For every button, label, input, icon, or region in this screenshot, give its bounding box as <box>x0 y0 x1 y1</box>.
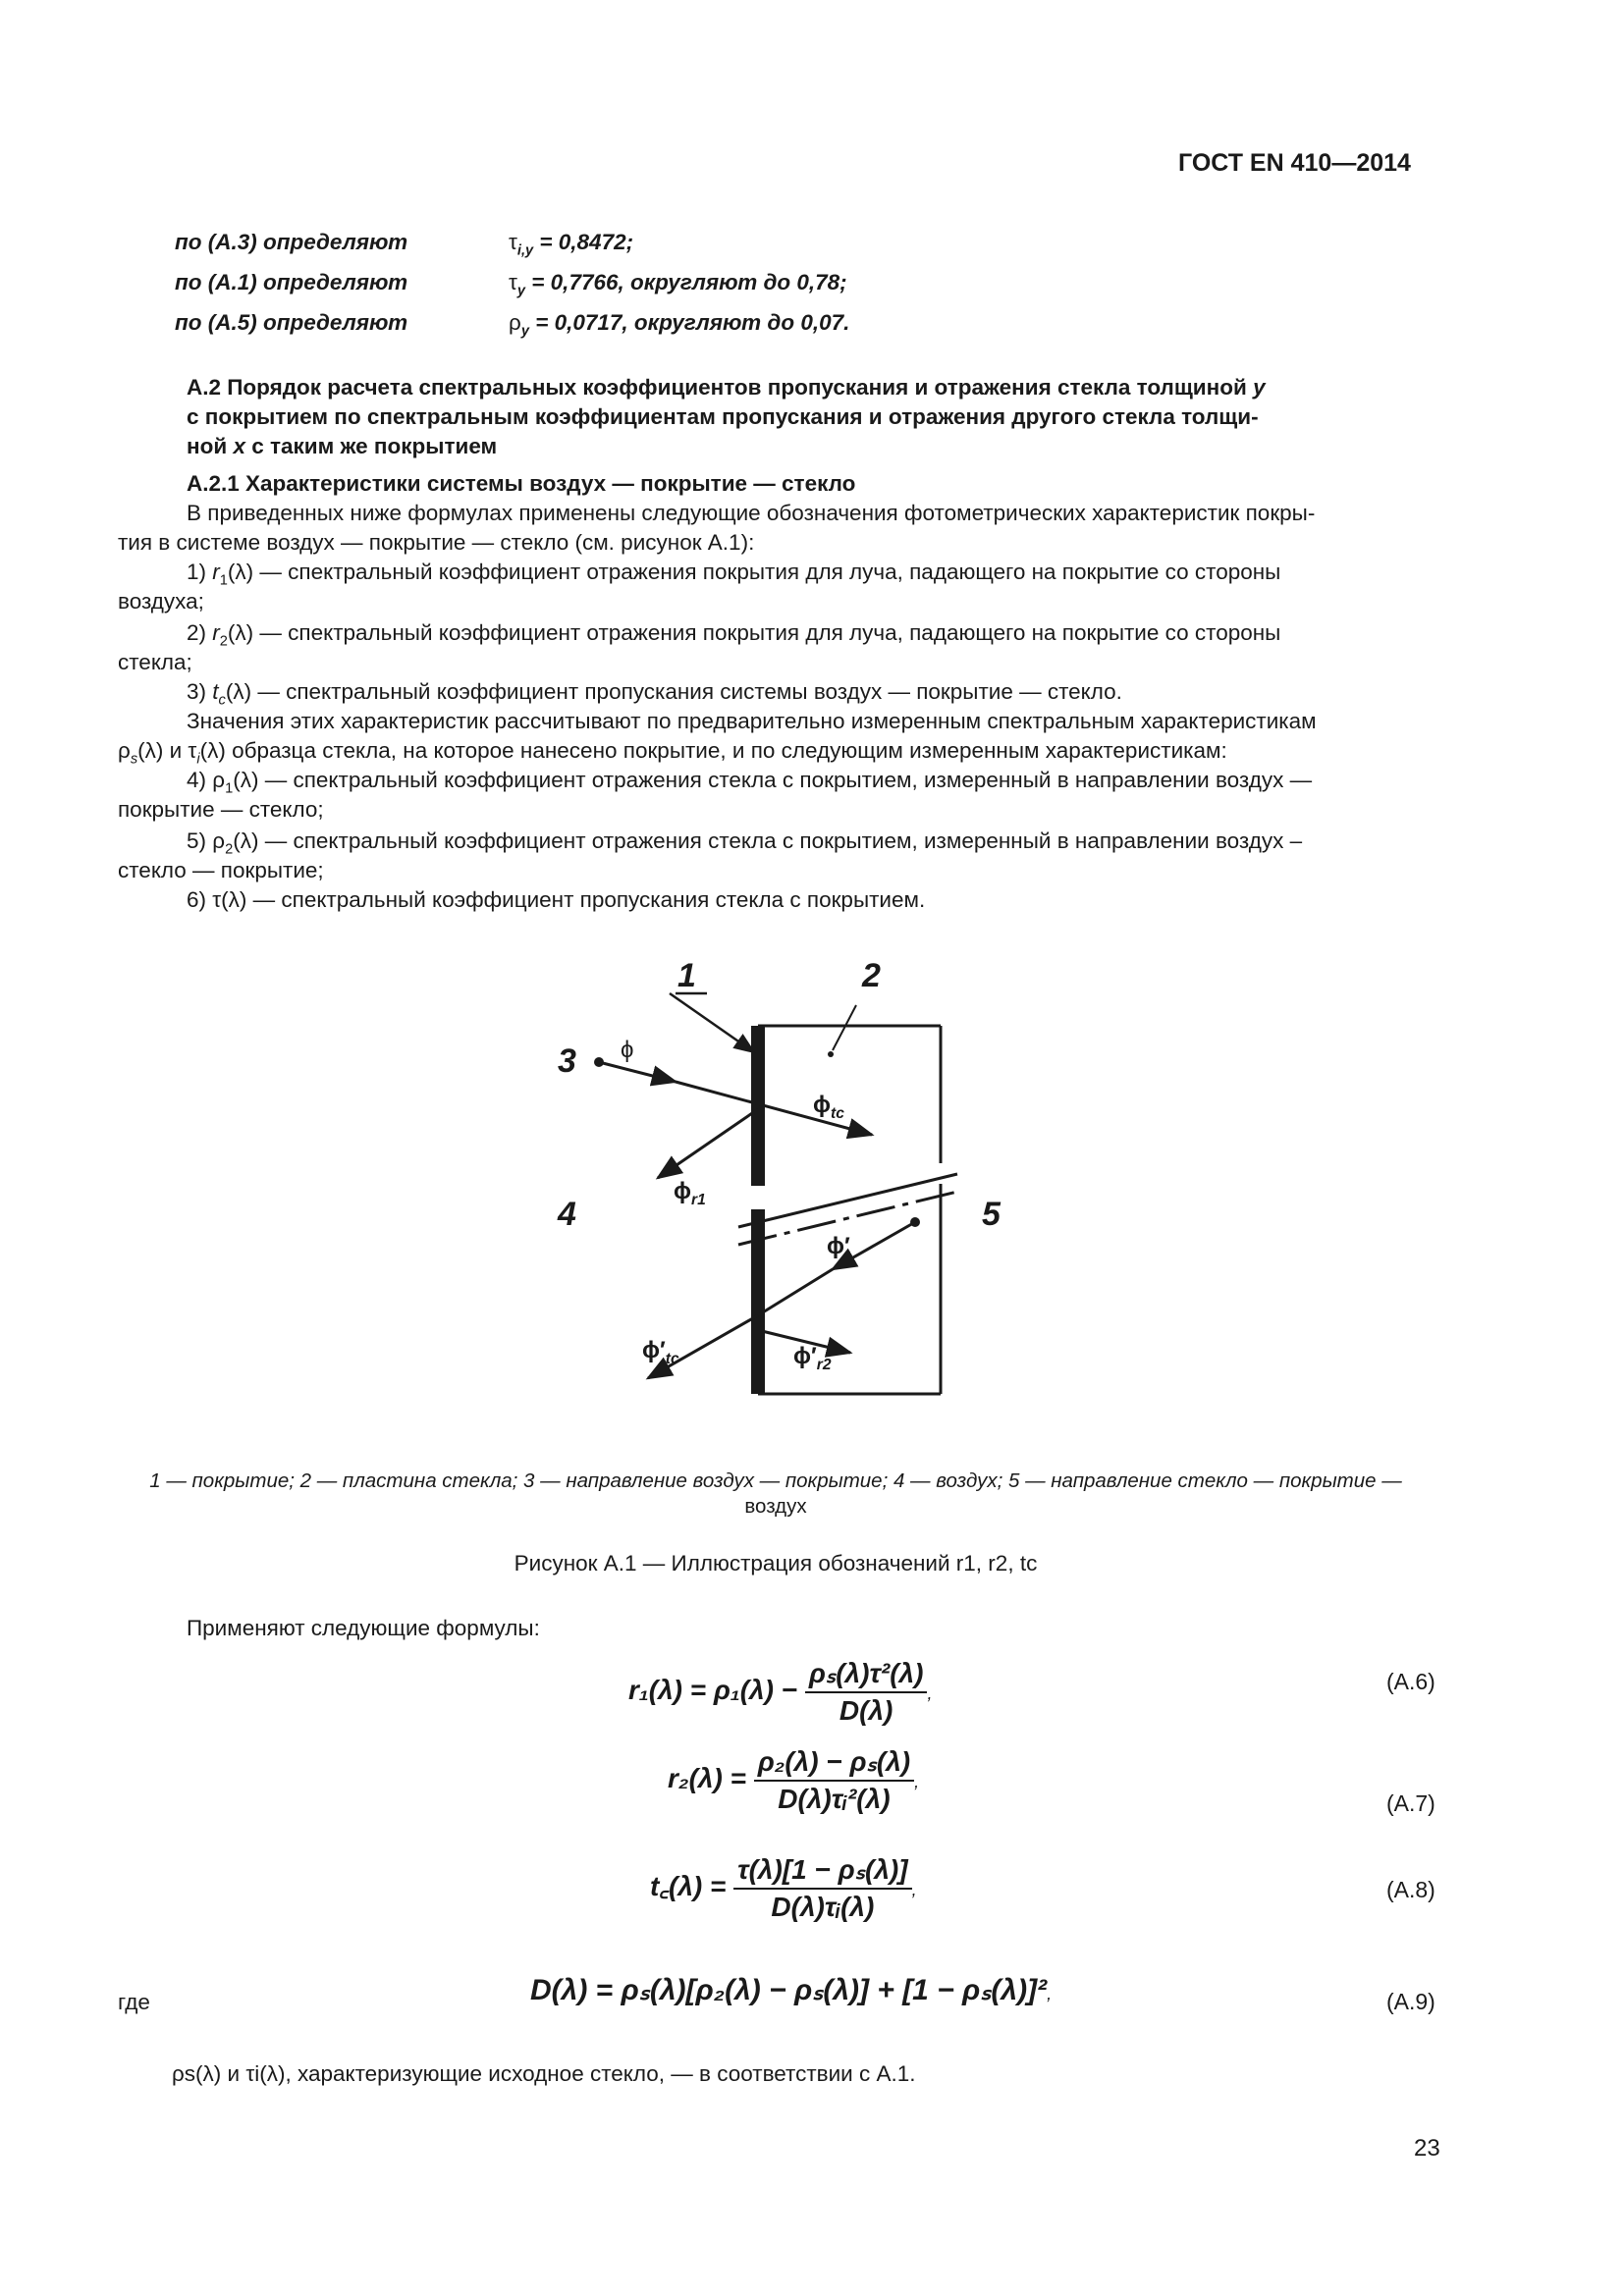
item-4: 4) $\rho_1(\lambda)$ — спектральный коэффициент отражения стекла с покрытием, измеренный в направлении воздух — <box>187 768 1313 797</box>
figure-label-1: 1 <box>677 957 696 994</box>
item-2: 2) $r_2(\lambda)$ — спектральный коэффициент отражения покрытия для луча, падающего на покрытие со стороны <box>187 620 1281 650</box>
phi-symbol: ϕ <box>621 1037 634 1063</box>
item-1-cont: воздуха; <box>118 589 204 614</box>
where-label: где <box>118 1990 150 2014</box>
phi-tc-symbol: $\phi_{tc}$ <box>813 1092 844 1122</box>
phi-r1-symbol: $\phi_{r1}$ <box>674 1178 706 1208</box>
document-id: ГОСТ EN 410—2014 <box>1178 149 1411 177</box>
section-a2-line-3: ной x с таким же покрытием <box>187 434 498 458</box>
formula-a7: r₂(λ) = $\frac{\text{ρ₂(λ) − ρₛ(λ)}}{\text{D(λ)τᵢ²(λ)}}$ , <box>668 1746 920 1814</box>
item-5-cont: стекло — покрытие; <box>118 858 324 882</box>
figure-label-5: 5 <box>982 1196 1001 1233</box>
figure-label-3: 3 <box>558 1042 576 1080</box>
formula-a9: D(λ) = ρₛ(λ)[ρ₂(λ) − ρₛ(λ)] + [1 − ρₛ(λ)]², <box>530 1974 1053 2006</box>
phi-tc-prime-symbol: $\phi'_{tc}$ <box>642 1337 679 1367</box>
reflected-ray-r1 <box>658 1109 758 1178</box>
leader-2 <box>833 1005 856 1050</box>
formula-a8-number: (А.8) <box>1386 1877 1435 1902</box>
paragraph-1-line-1: В приведенных ниже формулах применены следующие обозначения фотометрических характеристик покры- <box>187 501 1316 525</box>
phi-r2-prime-symbol: $\phi'_{r2}$ <box>793 1343 832 1373</box>
formula-a6: r₁(λ) = ρ₁(λ) − $\frac{\text{ρₛ(λ)τ²(λ)}}{D(\lambda)}$ , <box>628 1658 933 1726</box>
section-a2-line-1: А.2 Порядок расчета спектральных коэффициентов пропускания и отражения стекла толщиной y <box>187 375 1266 400</box>
incident-ray-arrow <box>599 1062 676 1082</box>
result-value-3: $\rho_y = 0,0717$, округляют до 0,07. <box>509 310 850 340</box>
figure-legend-line-1: 1 — покрытие; 2 — пластина стекла; 3 — направление воздух — покрытие; 4 — воздух; 5 — направление стекло — покрытие — <box>149 1469 1402 1492</box>
figure-legend-line-2: воздух <box>744 1495 807 1518</box>
item-5: 5) $\rho_2(\lambda)$ — спектральный коэффициент отражения стекла с покрытием, измеренный в направлении воздух – <box>187 828 1303 858</box>
result-label-2: по (А.1) определяют <box>175 270 408 294</box>
result-value-1: $\tau_{i,y} = 0,8472$; <box>509 230 634 259</box>
paragraph-2-line-2: $\rho_s(\lambda)$ и $\tau_i(\lambda)$ образца стекла, на которое нанесено покрытие, и по следующим измеренным характеристикам: <box>118 738 1227 768</box>
formula-a7-number: (А.7) <box>1386 1790 1435 1816</box>
result-value-2: $\tau_y = 0,7766$, округляют до 0,78; <box>509 270 847 299</box>
section-a2-line-2: с покрытием по спектральным коэффициентам пропускания и отражения другого стекла толщи- <box>187 404 1259 429</box>
formulas-intro: Применяют следующие формулы: <box>187 1616 540 1640</box>
leader-1 <box>670 993 754 1052</box>
result-label-3: по (А.5) определяют <box>175 310 408 335</box>
phi-prime-symbol: ϕ′ <box>827 1233 850 1259</box>
formula-a9-number: (А.9) <box>1386 1989 1435 2014</box>
item-2-cont: стекла; <box>118 650 192 674</box>
section-a21-heading: А.2.1 Характеристики системы воздух — покрытие — стекло <box>187 471 856 496</box>
formula-a6-number: (А.6) <box>1386 1669 1435 1694</box>
item-4-cont: покрытие — стекло; <box>118 797 324 822</box>
result-label-1: по (А.3) определяют <box>175 230 408 254</box>
figure-label-4: 4 <box>558 1196 576 1233</box>
glass-plate <box>758 1026 941 1394</box>
final-line: ρs(λ) и τi(λ), характеризующие исходное стекло, — в соответствии с А.1. <box>172 2061 916 2086</box>
paragraph-1-line-2: тия в системе воздух — покрытие — стекло (см. рисунок А.1): <box>118 530 755 555</box>
formula-a8: t꜀(λ) = $\frac{\text{τ(λ)[1 − ρₛ(λ)]}}{\text{D(λ)τᵢ(λ)}}$ , <box>650 1854 917 1922</box>
item-6: 6) τ(λ) — спектральный коэффициент пропускания стекла с покрытием. <box>187 887 926 912</box>
figure-label-2: 2 <box>862 957 881 994</box>
item-3: 3) $t_c(\lambda)$ — спектральный коэффициент пропускания системы воздух — покрытие — стекло. <box>187 679 1122 709</box>
paragraph-2-line-1: Значения этих характеристик рассчитывают по предварительно измеренным спектральным характеристикам <box>187 709 1317 733</box>
page-number: 23 <box>1414 2135 1440 2162</box>
figure-caption: Рисунок А.1 — Иллюстрация обозначений r1, r2, tc <box>514 1551 1038 1575</box>
item-1: 1) $r_1(\lambda)$ — спектральный коэффициент отражения покрытия для луча, падающего на покрытие со стороны <box>187 560 1281 589</box>
